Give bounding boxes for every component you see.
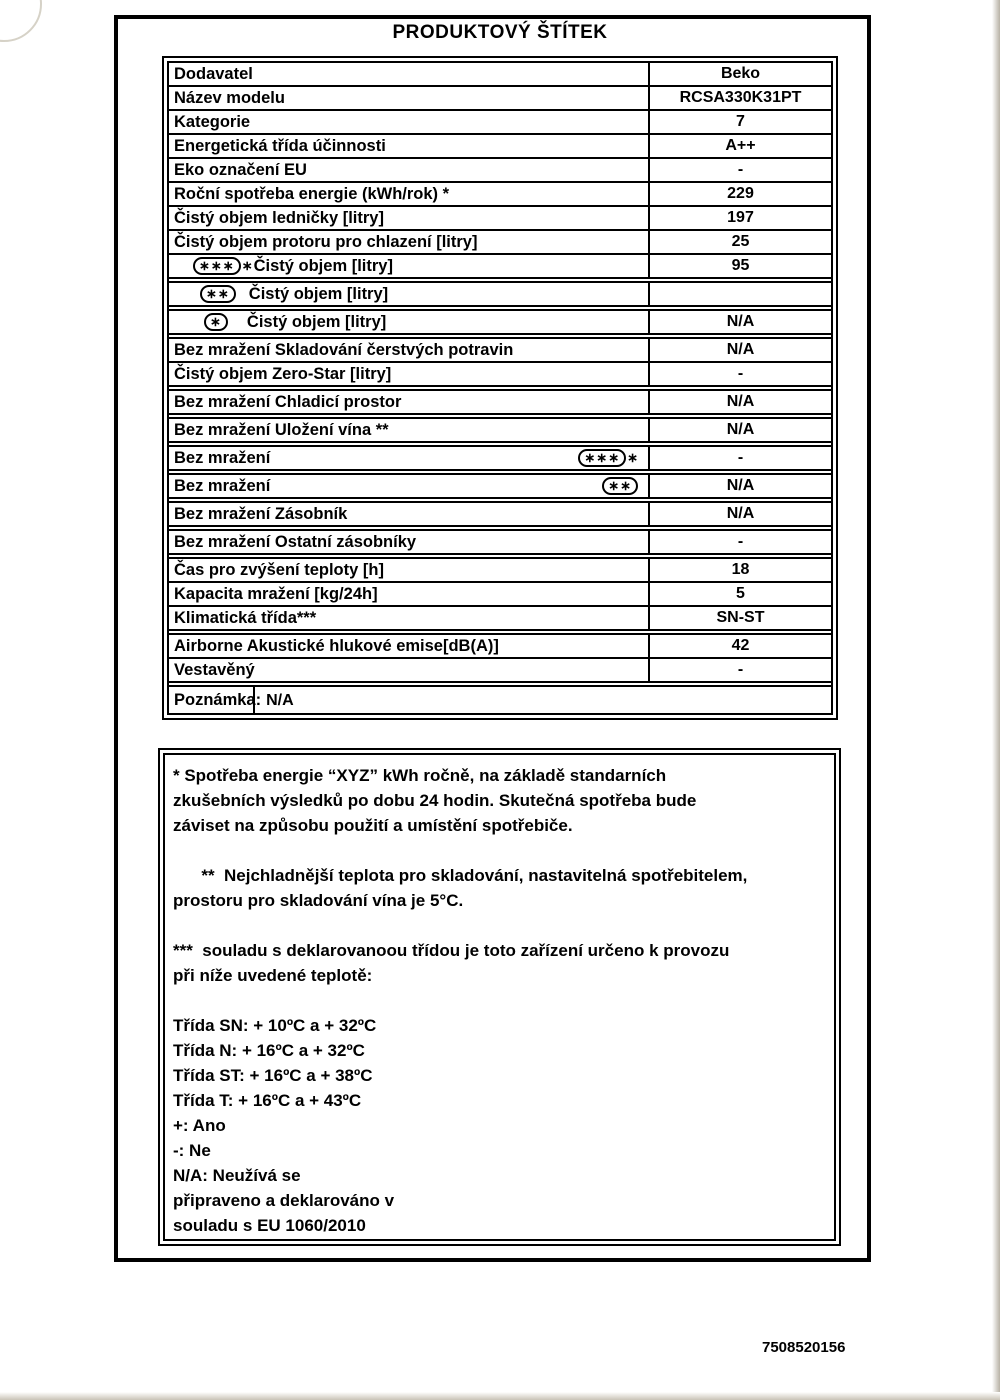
row-value: N/A <box>726 393 755 410</box>
row-label: Bez mražení <box>174 448 271 467</box>
extra-star-icon: ∗ <box>627 450 638 465</box>
row-value: - <box>737 449 744 466</box>
spec-row <box>169 553 831 581</box>
row-value <box>650 283 831 305</box>
row-value: 95 <box>731 257 750 274</box>
spec-row <box>169 63 831 85</box>
row-value: N/A <box>726 421 755 438</box>
page-edge-shadow-right <box>992 0 1000 1400</box>
freezer-star-rating-icon <box>578 449 638 467</box>
spec-row <box>169 157 831 181</box>
document-number: 7508520156 <box>762 1339 846 1356</box>
footnote-line: při níže uvedené teplotě: <box>173 966 373 985</box>
remark-row <box>169 681 831 713</box>
spec-row <box>169 581 831 605</box>
spec-row <box>169 385 831 413</box>
row-value: RCSA330K31PT <box>679 89 802 106</box>
spec-row <box>169 605 831 629</box>
footnote-line: N/A: Neužívá se <box>173 1166 301 1185</box>
remark-label: Poznámka: <box>174 691 262 709</box>
footnote-line: zkušebních výsledků po dobu 24 hodin. Skutečná spotřeba bude <box>173 791 697 810</box>
footnote-line: *** souladu s deklarovanoou třídou je toto zařízení určeno k provozu <box>173 941 730 960</box>
row-value: A++ <box>725 137 756 154</box>
row-label: Název modelu <box>174 88 285 107</box>
footnote-line: * Spotřeba energie “XYZ” kWh ročně, na základě standarních <box>173 766 667 785</box>
row-label: Airborne Akustické hlukové emise[dB(A)] <box>174 636 499 655</box>
row-value: 7 <box>736 113 745 130</box>
star-box-icon: ∗∗ <box>200 285 236 303</box>
remark-value: N/A <box>266 692 294 709</box>
row-label: Bez mražení Chladicí prostor <box>174 392 402 411</box>
freezer-star-rating-icon <box>602 477 638 495</box>
row-value: 5 <box>736 585 745 602</box>
row-label: Bez mražení <box>174 476 271 495</box>
footnote-line: Třída SN: + 10ºC a + 32ºC <box>173 1016 377 1035</box>
row-label: Dodavatel <box>174 64 253 83</box>
footnote-line: Třída N: + 16ºC a + 32ºC <box>173 1041 365 1060</box>
row-label: Čistý objem [litry] <box>248 284 389 303</box>
row-label: Čistý objem [litry] <box>253 256 393 275</box>
spec-row <box>169 333 831 361</box>
footnote-line: souladu s EU 1060/2010 <box>173 1216 366 1235</box>
product-spec-table <box>162 56 838 720</box>
footnote-line <box>173 988 826 1013</box>
spec-row <box>169 657 831 681</box>
row-label: Čistý objem Zero-Star [litry] <box>174 364 392 383</box>
freezer-star-rating-icon <box>204 313 228 331</box>
row-label: Kapacita mražení [kg/24h] <box>174 584 378 603</box>
spec-row <box>169 629 831 657</box>
footnote-line: ** Nejchladnější teplota pro skladování, nastavitelná spotřebitelem, <box>173 866 748 885</box>
spec-row <box>169 253 831 277</box>
row-value: 18 <box>731 561 750 578</box>
spec-row <box>169 413 831 441</box>
footnote-line <box>173 913 826 938</box>
row-value: N/A <box>726 313 755 330</box>
row-value: N/A <box>726 341 755 358</box>
spec-row <box>169 205 831 229</box>
row-label: Klimatická třída*** <box>174 608 317 627</box>
page-edge-shadow-bottom <box>0 1392 1000 1400</box>
footnote-line: Třída T: + 16ºC a + 43ºC <box>173 1091 362 1110</box>
footnotes-box <box>158 748 841 1246</box>
footnote-line: záviset na způsobu použití a umístění spotřebiče. <box>173 816 573 835</box>
row-label: Kategorie <box>174 112 251 131</box>
footnote-line: +: Ano <box>173 1116 226 1135</box>
footnote-line: prostoru pro skladování vína je 5°C. <box>173 891 464 910</box>
spec-row <box>169 277 831 305</box>
row-value: N/A <box>726 505 755 522</box>
row-label: Vestavěný <box>174 660 255 679</box>
spec-row <box>169 469 831 497</box>
spec-row <box>169 497 831 525</box>
spec-row <box>169 85 831 109</box>
row-value: - <box>737 161 744 178</box>
row-label: Eko označení EU <box>174 160 307 179</box>
row-value: 229 <box>727 185 754 202</box>
star-box-icon: ∗∗ <box>602 477 638 495</box>
row-label: Bez mražení Zásobník <box>174 504 348 523</box>
spec-row <box>169 441 831 469</box>
row-value: N/A <box>726 477 755 494</box>
spec-row <box>169 305 831 333</box>
extra-star-icon: ∗ <box>241 258 253 273</box>
row-value: - <box>737 533 744 550</box>
row-value: 42 <box>731 637 750 654</box>
spec-row <box>169 109 831 133</box>
row-label: Bez mražení Uložení vína ** <box>174 420 389 439</box>
footnote-line: připraveno a deklarováno v <box>173 1191 395 1210</box>
row-label: Energetická třída účinnosti <box>174 136 386 155</box>
spec-row <box>169 525 831 553</box>
star-box-icon: ∗∗∗ <box>193 257 241 275</box>
row-label: Bez mražení Skladování čerstvých potravin <box>174 340 514 359</box>
spec-row <box>169 181 831 205</box>
footnote-line: Třída ST: + 16ºC a + 38ºC <box>173 1066 373 1085</box>
star-box-icon: ∗∗∗ <box>578 449 626 467</box>
row-value: SN-ST <box>716 609 765 626</box>
freezer-star-rating-icon <box>200 285 236 303</box>
page-title: PRODUKTOVÝ ŠTÍTEK <box>392 22 608 43</box>
row-label: Čistý objem [litry] <box>246 312 387 331</box>
row-label: Čistý objem protoru pro chlazení [litry] <box>174 232 478 251</box>
page-corner-curl <box>0 0 42 42</box>
row-value: Beko <box>720 65 761 82</box>
footnote-line: -: Ne <box>173 1141 211 1160</box>
row-value: - <box>737 661 744 678</box>
spec-row <box>169 361 831 385</box>
footnote-line <box>173 838 826 863</box>
spec-row <box>169 229 831 253</box>
spec-row <box>169 133 831 157</box>
row-value: 197 <box>727 209 754 226</box>
row-label: Bez mražení Ostatní zásobníky <box>174 532 417 551</box>
star-box-icon: ∗ <box>204 313 228 331</box>
row-label: Roční spotřeba energie (kWh/rok) * <box>174 184 450 203</box>
row-label: Čas pro zvýšení teploty [h] <box>174 560 384 579</box>
row-value: 25 <box>731 233 750 250</box>
row-label: Čistý objem ledničky [litry] <box>174 208 384 227</box>
freezer-star-rating-icon <box>193 257 253 275</box>
row-value: - <box>737 365 744 382</box>
